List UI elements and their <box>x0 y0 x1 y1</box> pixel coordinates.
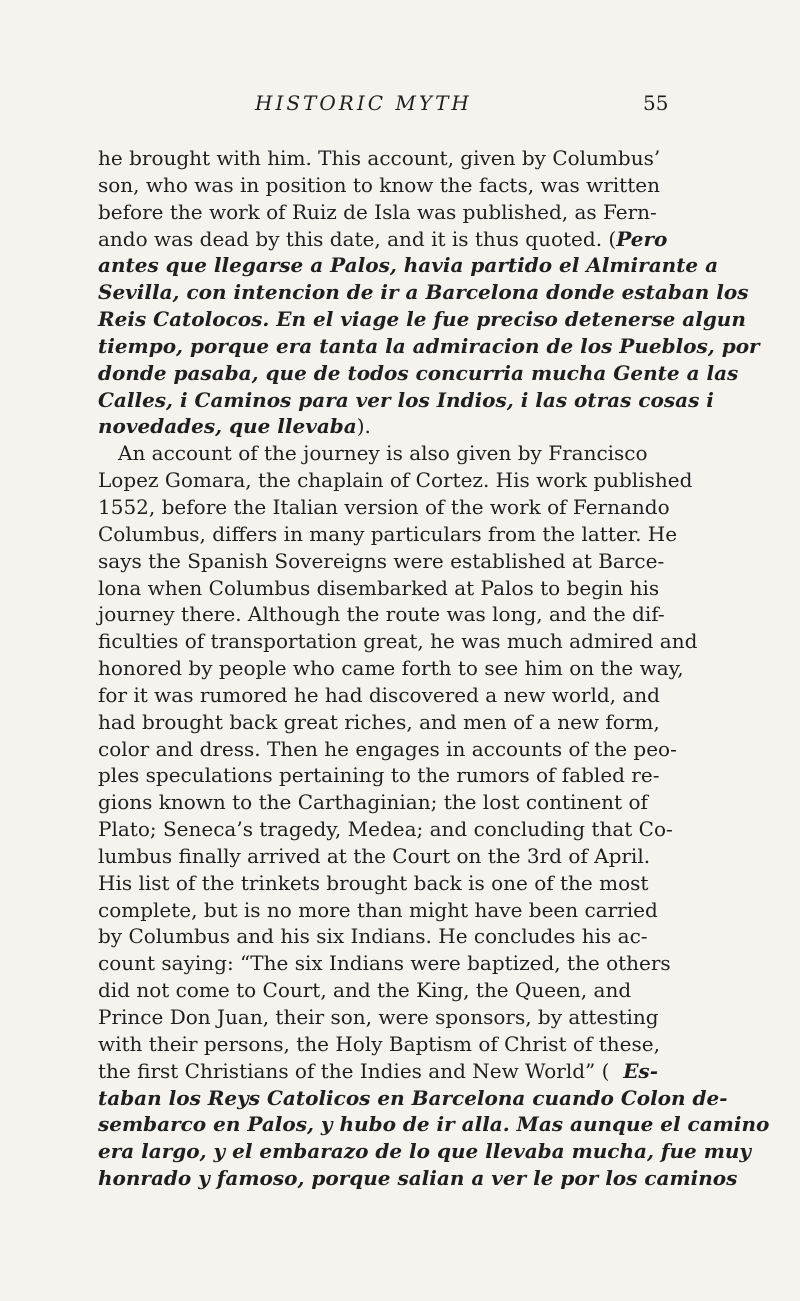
page-header <box>0 91 800 121</box>
text-line-26: Plato; Seneca’s tragedy, Medea; and concluding that Co- <box>98 817 673 842</box>
text-line-17: lona when Columbus disembarked at Palos to begin his <box>98 575 660 600</box>
text-line-32: did not come to Court, and the King, the Queen, and <box>98 978 632 1003</box>
text-line-20: honored by people who came forth to see him on the way, <box>98 656 684 681</box>
text-line-27: lumbus finally arrived at the Court on the 3rd of April. <box>98 843 651 868</box>
text-line-28: His list of the trinkets brought back is one of the most <box>98 870 649 895</box>
text-line-07: Reis Catolocos. En el viage le fue preciso detenerse algun <box>98 307 746 332</box>
page-body <box>98 145 770 1192</box>
text-line-15: Columbus, differs in many particulars from the latter. He <box>98 521 678 546</box>
text-line-04: ando was dead by this date, and it is thus quoted. ( Pero <box>98 226 668 251</box>
text-line-19: ficulties of transportation great, he was much admired and <box>98 629 698 654</box>
text-line-38: era largo, y el embarazo de lo que llevaba mucha, fue muy <box>98 1139 752 1164</box>
text-line-23: color and dress. Then he engages in accounts of the peo- <box>98 736 677 761</box>
text-line-39: honrado y famoso, porque salian a ver le por los caminos <box>98 1166 738 1191</box>
text-line-37: sembarco en Palos, y hubo de ir alla. Mas aunque el camino <box>98 1112 770 1137</box>
text-line-25: gions known to the Carthaginian; the lost continent of <box>98 790 648 815</box>
text-line-02: son, who was in position to know the facts, was written <box>98 172 660 197</box>
text-line-08: tiempo, porque era tanta la admiracion de los Pueblos, por <box>98 333 760 358</box>
text-line-31: count saying: “The six Indians were baptized, the others <box>98 951 671 976</box>
text-line-22: had brought back great riches, and men of a new form, <box>98 709 660 734</box>
text-line-24: ples speculations pertaining to the rumors of fabled re- <box>98 763 660 788</box>
text-line-09: donde pasaba, que de todos concurria mucha Gente a las <box>98 360 739 385</box>
text-line-12: An account of the journey is also given by Francisco <box>118 441 648 466</box>
text-line-06: Sevilla, con intencion de ir a Barcelona donde estaban los <box>98 280 749 305</box>
page-number: 55 <box>643 91 669 115</box>
text-line-21: for it was rumored he had discovered a new world, and <box>98 682 660 707</box>
text-line-30: by Columbus and his six Indians. He concludes his ac- <box>98 924 648 949</box>
text-line-11: novedades, que llevaba ). <box>98 414 371 439</box>
text-line-36: taban los Reys Catolicos en Barcelona cuando Colon de- <box>98 1085 728 1110</box>
text-line-14: 1552, before the Italian version of the work of Fernando <box>98 494 670 519</box>
text-line-29: complete, but is no more than might have been carried <box>98 897 658 922</box>
text-line-13: Lopez Gomara, the chaplain of Cortez. His work published <box>98 468 693 493</box>
text-line-10: Calles, i Caminos para ver los Indios, i las otras cosas i <box>98 387 714 412</box>
text-line-34: with their persons, the Holy Baptism of Christ of these, <box>98 1031 660 1056</box>
text-line-35: the first Christians of the Indies and New World” ( Es- <box>98 1058 658 1083</box>
running-title: HISTORIC MYTH <box>255 91 472 115</box>
italic-fragment-pero: Pero <box>616 226 668 251</box>
text-line-03: before the work of Ruiz de Isla was published, as Fern- <box>98 199 657 224</box>
italic-fragment-es: Es- <box>623 1058 658 1083</box>
close-paren: ). <box>356 414 371 439</box>
text-line-05: antes que llegarse a Palos, havia partido el Almirante a <box>98 253 719 278</box>
text-line-16: says the Spanish Sovereigns were established at Barce- <box>98 548 665 573</box>
text-line-33: Prince Don Juan, their son, were sponsors, by attesting <box>98 1005 659 1029</box>
text-line-18: journey there. Although the route was long, and the dif- <box>98 602 665 627</box>
text-line-01: he brought with him. This account, given by Columbus’ <box>98 146 661 170</box>
